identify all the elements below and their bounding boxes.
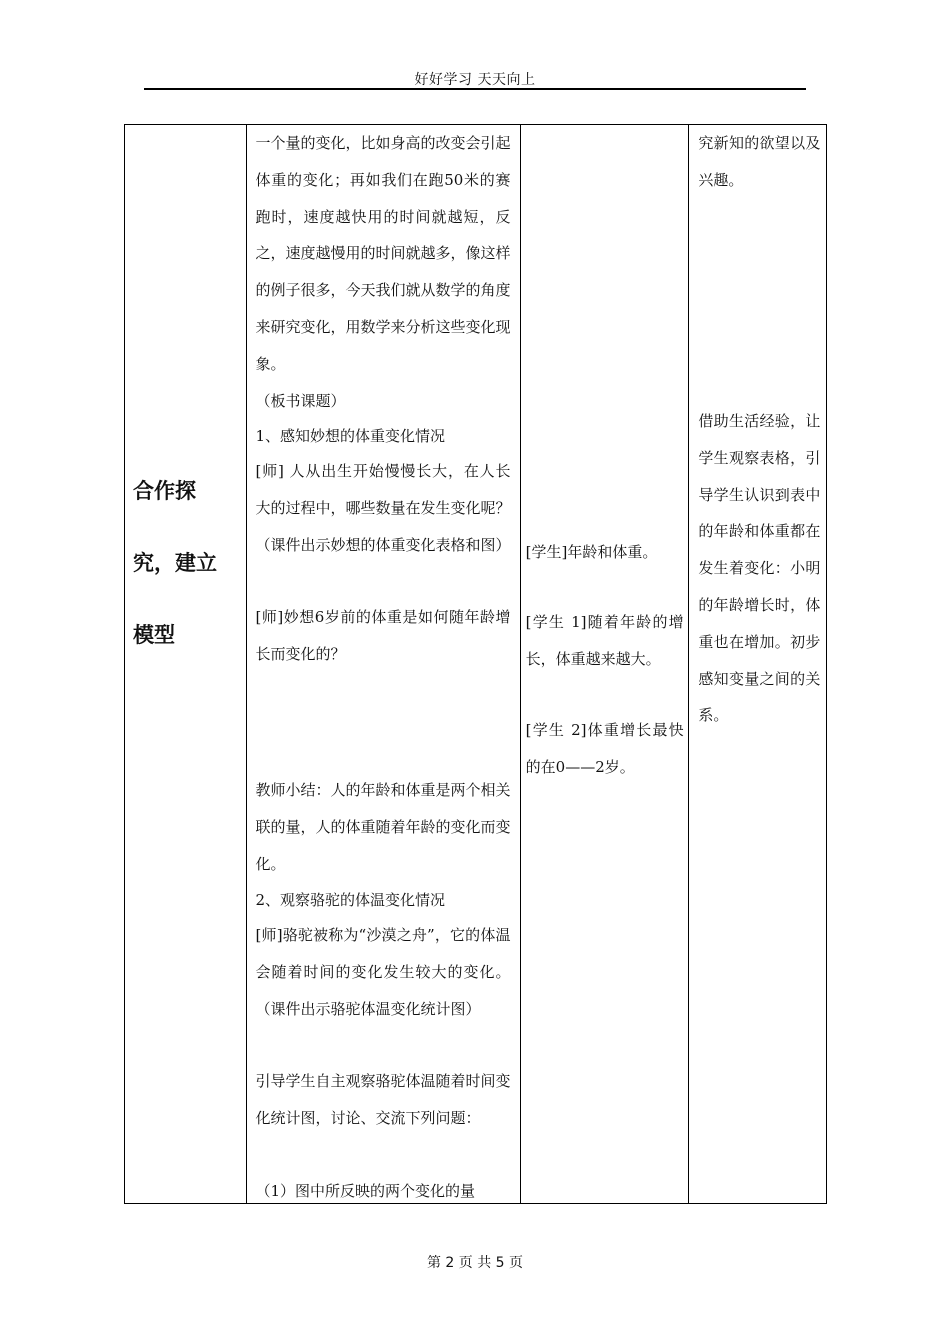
stage-label-line: 合作探 xyxy=(133,479,196,503)
student-answer: [学生 1]随着年龄的增长，体重越来越大。 xyxy=(525,613,684,668)
table-row xyxy=(125,125,827,1204)
design-intent-cell xyxy=(689,125,827,1204)
section-title: 1、感知妙想的体重变化情况 xyxy=(255,427,446,445)
section-title: 2、观察骆驼的体温变化情况 xyxy=(255,891,446,909)
teacher-question: [师]骆驼被称为“沙漠之舟”，它的体温会随着时间的变化发生较大的变化。（课件出示骆驼体温变化统计图） xyxy=(255,926,511,1018)
teacher-question: [师] 人从出生开始慢慢长大，在人长大的过程中，哪些数量在发生变化呢？（课件出示妙想的体重变化表格和图） xyxy=(255,462,511,554)
header-rule xyxy=(144,88,806,90)
guide-text: 引导学生自主观察骆驼体温随着时间变化统计图，讨论、交流下列问题： xyxy=(255,1072,511,1127)
board-note: （板书课题） xyxy=(255,392,346,410)
teacher-activity-cell xyxy=(246,125,520,1204)
question-item: （1）图中所反映的两个变化的量 xyxy=(255,1182,476,1200)
student-answer: [学生]年龄和体重。 xyxy=(525,543,658,561)
student-answer: [学生 2]体重增长最快的在0——2岁。 xyxy=(525,721,684,776)
design-intent: 究新知的欲望以及兴趣。 xyxy=(698,134,821,189)
teacher-question: [师]妙想6岁前的体重是如何随年龄增长而变化的？ xyxy=(255,608,511,663)
page-header: 好好学习 天天向上 xyxy=(414,72,536,88)
teacher-summary: 教师小结：人的年龄和体重是两个相关联的量，人的体重随着年龄的变化而变化。 xyxy=(255,781,511,873)
stage-cell xyxy=(125,125,247,1204)
page-number: 第 2 页 共 5 页 xyxy=(426,1255,524,1271)
stage-label-line: 模型 xyxy=(133,623,175,647)
teacher-intro: 一个量的变化，比如身高的改变会引起体重的变化；再如我们在跑50米的赛跑时，速度越快用的时间就越短，反之，速度越慢用的时间就越多，像这样的例子很多，今天我们就从数学的角度来研究变化，用数学来分析这些变化现象。 xyxy=(255,134,511,373)
stage-label xyxy=(133,455,233,671)
design-intent: 借助生活经验，让学生观察表格，引导学生认识到表中的年龄和体重都在发生着变化：小明的年龄增长时，体重也在增加。初步感知变量之间的关系。 xyxy=(698,412,821,725)
lesson-table xyxy=(124,124,827,1204)
student-activity-cell xyxy=(520,125,689,1204)
stage-label-line: 究，建立 xyxy=(133,551,217,575)
